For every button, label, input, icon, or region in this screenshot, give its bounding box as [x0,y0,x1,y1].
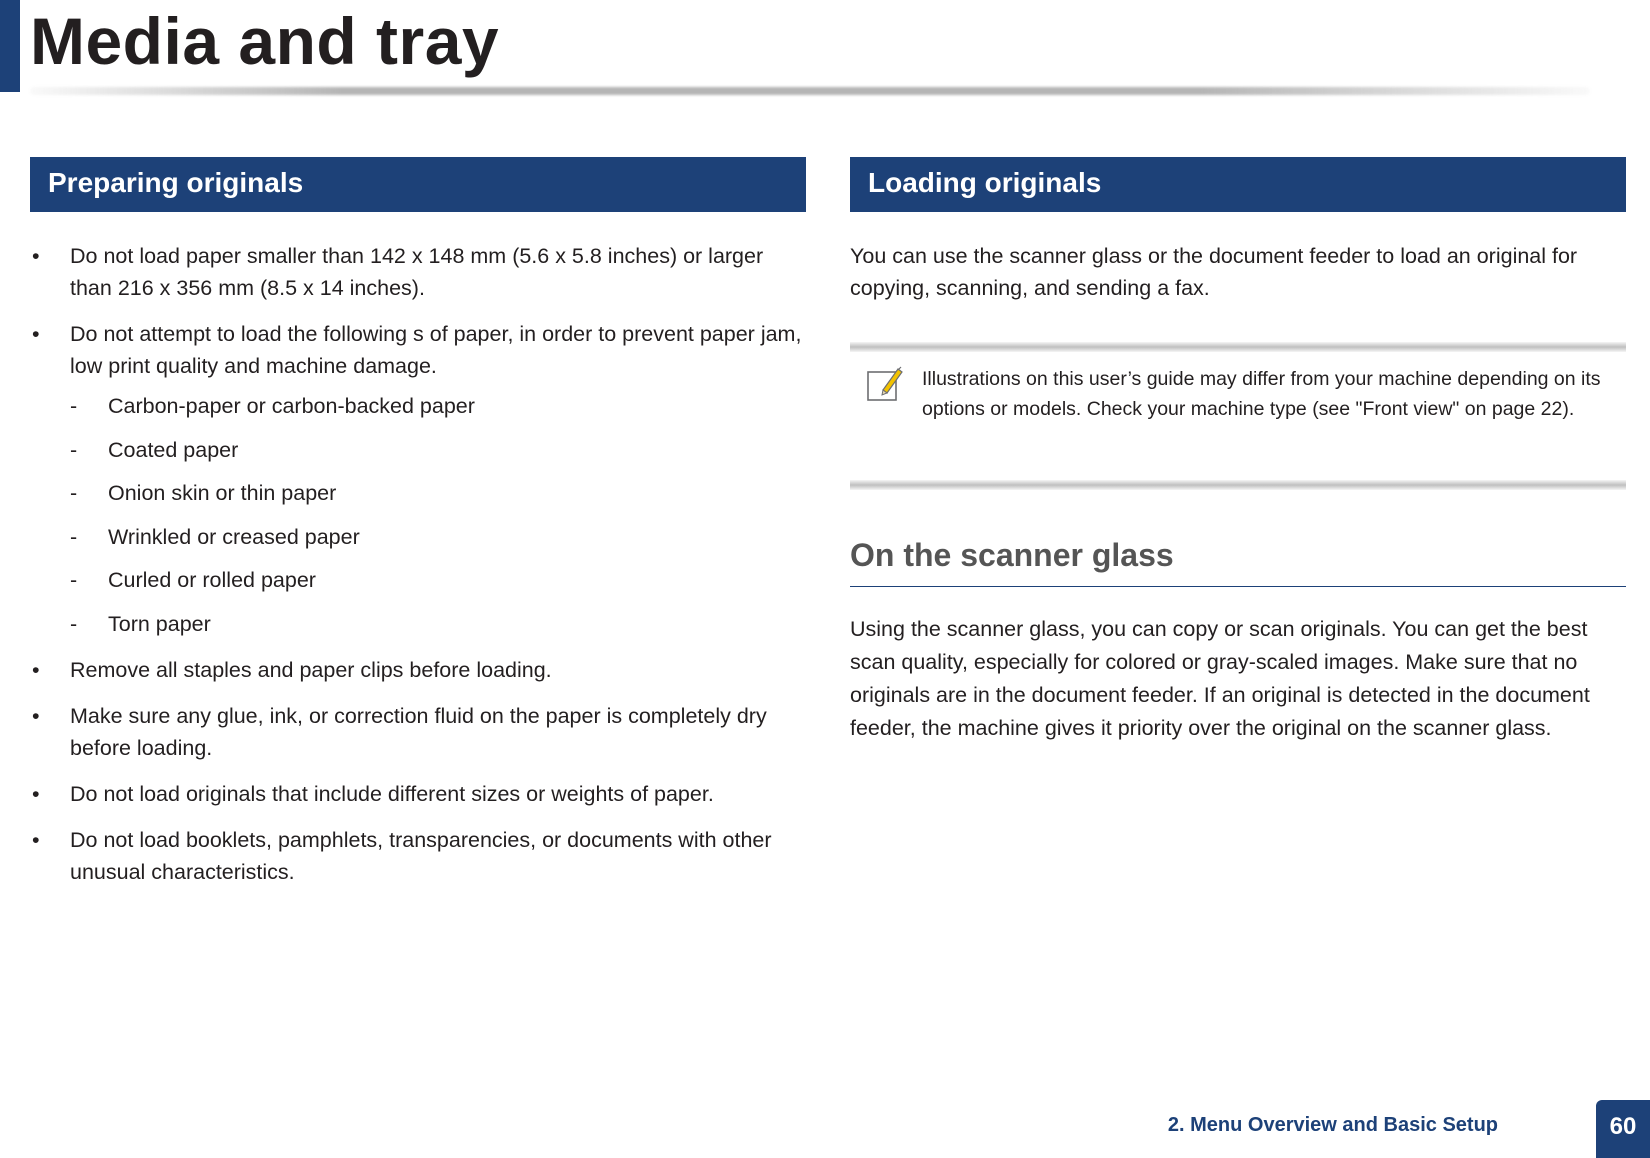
scanner-glass-paragraph: Using the scanner glass, you can copy or scan originals. You can get the best scan quality, especially for colored or gray-scaled images. Make sure that no originals are in the document feeder. If an original is detected in the document feeder, the machine gives it priority over the original on the scanner glass. [850,617,1590,740]
sub-list-item-text: Torn paper [108,611,211,636]
section-heading-loading-originals: Loading originals [850,157,1626,212]
section-heading-preparing-originals: Preparing originals [30,157,806,212]
bullet-mark: • [32,244,40,268]
dash-mark: - [70,524,78,549]
list-item-text: Make sure any glue, ink, or correction fluid on the paper is completely dry before loading. [70,703,767,760]
dash-mark: - [70,481,78,505]
sub-list-item-text: Carbon-paper or carbon-backed paper [108,394,475,418]
sub-list-item-text: Coated paper [108,437,239,462]
sub-list-item [70,434,810,466]
sub-list-item [70,608,810,640]
bullet-mark: • [32,827,40,852]
page-title: Media and tray [30,4,500,78]
list-item [30,700,810,764]
preparing-originals-list [30,240,810,902]
subheading-rule [850,586,1626,587]
bullet-mark: • [32,703,40,728]
dash-mark: - [70,568,78,592]
list-item-text: Do not load originals that include different sizes or weights of paper. [70,781,714,806]
note-bottom-rule [850,480,1626,490]
note-box [850,342,1626,490]
sub-list-item-text: Onion skin or thin paper [108,481,337,505]
note-text: Illustrations on this user’s guide may differ from your machine depending on its options or models. Check your machine type (see "Front view" on page 22). [922,368,1601,420]
bullet-mark: • [32,657,40,682]
list-item-text: Do not load paper smaller than 142 x 148 mm (5.6 x 5.8 inches) or larger than 216 x 356 mm (8.5 x 14 inches). [70,244,764,300]
list-item-text: Do not load booklets, pamphlets, transparencies, or documents with other unusual characteristics. [70,827,772,884]
dash-mark: - [70,611,78,636]
list-item-text: Remove all staples and paper clips before loading. [70,657,552,682]
sub-list-item-text: Wrinkled or creased paper [108,524,360,549]
list-item [30,778,810,810]
list-item [30,240,810,304]
loading-originals-intro: You can use the scanner glass or the document feeder to load an original for copying, scanning, and sending a fax. [850,244,1578,300]
sub-list-item [70,390,810,422]
note-top-rule [850,342,1626,352]
dash-mark: - [70,394,78,418]
sub-list-item [70,564,810,596]
header-accent-bar [0,0,20,92]
bullet-mark: • [32,781,40,806]
subheading-on-the-scanner-glass: On the scanner glass [850,537,1174,573]
dash-mark: - [70,437,78,462]
list-item [30,318,810,640]
note-pencil-icon [865,364,903,404]
page-number: 60 [1596,1100,1650,1158]
list-item [30,654,810,686]
title-divider [30,87,1590,95]
bullet-mark: • [32,322,40,346]
sub-list-item [70,477,810,509]
paper-types-sublist [70,390,810,640]
list-item-text: Do not attempt to load the following s of paper, in order to prevent paper jam, low print quality and machine damage. [70,322,802,378]
list-item [30,824,810,888]
sub-list-item-text: Curled or rolled paper [108,568,316,592]
footer-chapter-label: 2. Menu Overview and Basic Setup [1167,1114,1498,1136]
sub-list-item [70,521,810,553]
